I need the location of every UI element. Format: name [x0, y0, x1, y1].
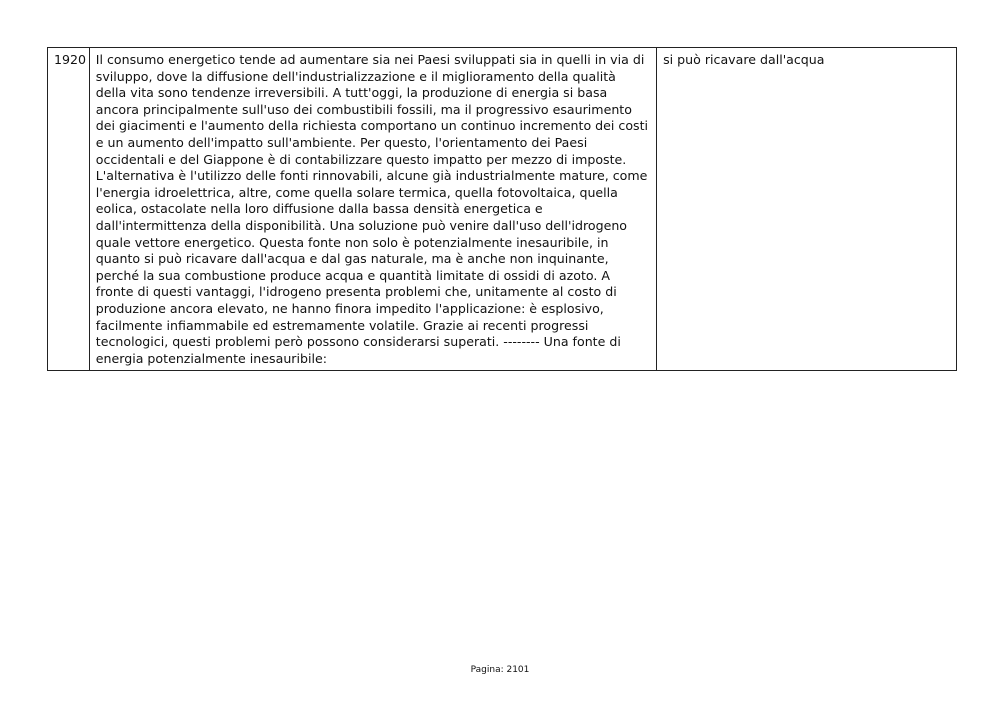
- question-table: [47, 47, 957, 371]
- question-text-cell: Il consumo energetico tende ad aumentare sia nei Paesi sviluppati sia in quelli in via di sviluppo, dove la diffusione dell'industrializzazione e il miglioramento della qualità della vita sono tendenze irreversibili. A tutt'oggi, la produzione di energia si basa ancora principalmente sull'uso dei combustibili fossili, ma il progressivo esaurimento dei giacimenti e l'aumento della richiesta comportano un continuo incremento dei costi e un aumento dell'impatto sull'ambiente. Per questo, l'orientamento dei Paesi occidentali e del Giappone è di contabilizzare questo impatto per mezzo di imposte. L'alternativa è l'utilizzo delle fonti rinnovabili, alcune già industrialmente mature, come l'energia idroelettrica, altre, come quella solare termica, quella fotovoltaica, quella eolica, ostacolate nella loro diffusione dalla bassa densità energetica e dall'intermittenza della disponibilità. Una soluzione può venire dall'uso dell'idrogeno quale vettore energetico. Questa fonte non solo è potenzialmente inesauribile, in quanto si può ricavare dall'acqua e dal gas naturale, ma è anche non inquinante, perché la sua combustione produce acqua e quantità limitate di ossidi di azoto. A fronte di questi vantaggi, l'idrogeno presenta problemi che, unitamente al costo di produzione ancora elevato, ne hanno finora impedito l'applicazione: è esplosivo, facilmente infiammabile ed estremamente volatile. Grazie ai recenti progressi tecnologici, questi problemi però possono considerarsi superati. -------- Una fonte di energia potenzialmente inesauribile:: [89, 48, 656, 371]
- question-id-cell: 1920: [48, 48, 90, 371]
- page-number: Pagina: 2101: [470, 665, 530, 675]
- table-row: [48, 48, 957, 371]
- answer-cell: si può ricavare dall'acqua: [657, 48, 957, 371]
